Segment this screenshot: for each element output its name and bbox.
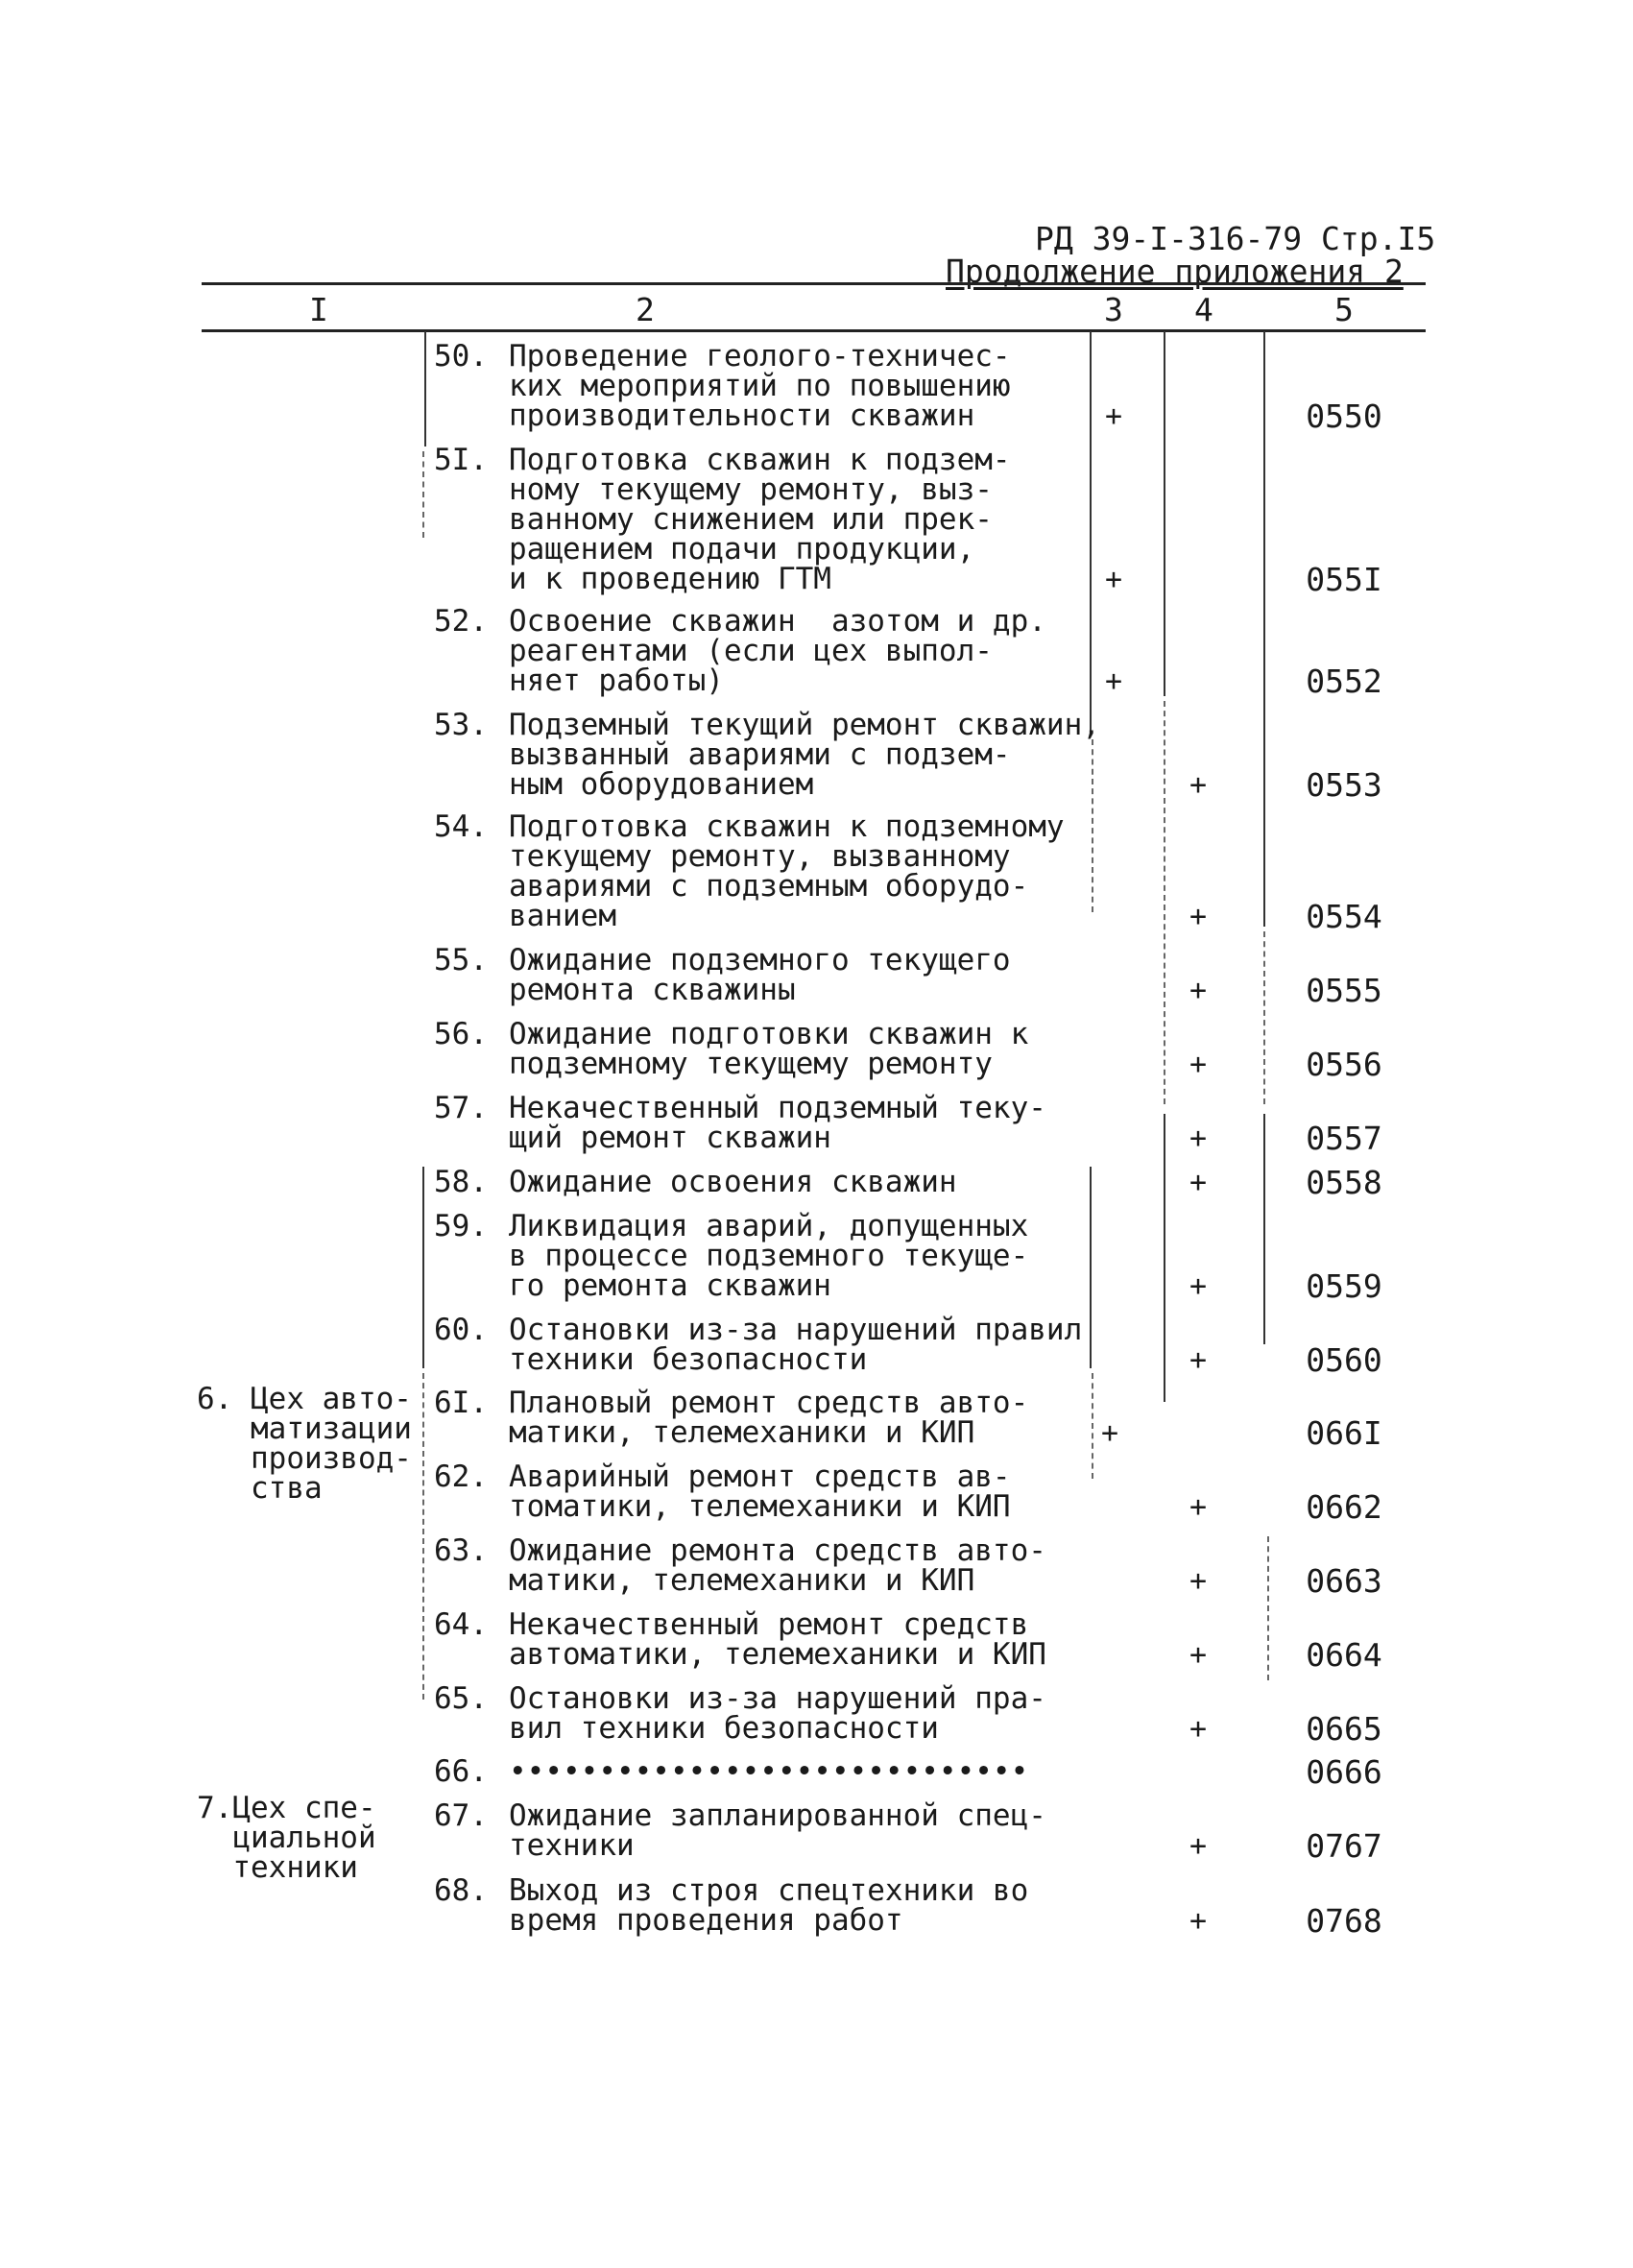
- row-description: Ожидание ремонта средств авто- матики, телемеханики и КИП: [509, 1533, 1046, 1598]
- row-description: Освоение скважин азотом и др. реагентами (если цех выпол- няет работы): [509, 604, 1046, 698]
- row-mark-col3: +: [1100, 1416, 1119, 1450]
- row-number: 53.: [434, 708, 488, 742]
- row-code: 0665: [1306, 1710, 1382, 1748]
- row-number: 57.: [434, 1091, 488, 1125]
- row-mark-col4: +: [1189, 1564, 1208, 1598]
- row-number: 58.: [434, 1165, 488, 1199]
- row-number: 63.: [434, 1533, 488, 1568]
- row-mark-col3: +: [1104, 563, 1123, 596]
- row-description: Проведение геолого-техничес- ких мероприятий по повышению производительности скважин: [509, 339, 1011, 433]
- row-code: 0664: [1306, 1636, 1382, 1674]
- row-number: 62.: [434, 1460, 488, 1494]
- row-code: 0666: [1306, 1753, 1382, 1791]
- row-mark-col4: +: [1189, 768, 1208, 802]
- row-description: Выход из строя спецтехники во время проведения работ: [509, 1873, 1029, 1938]
- column-divider: [422, 1167, 424, 1368]
- column-divider: [422, 451, 424, 538]
- department-special-equipment: 7.Цех спе- циальной техники: [197, 1791, 376, 1885]
- column-divider: [1263, 931, 1265, 1104]
- row-number: 66.: [434, 1754, 488, 1789]
- row-description: Ожидание подготовки скважин к подземному текущему ремонту: [509, 1017, 1029, 1081]
- row-number: 67.: [434, 1798, 488, 1833]
- table-top-rule: [202, 282, 1426, 285]
- row-code: 0768: [1306, 1902, 1382, 1940]
- row-mark-col4: +: [1189, 1638, 1208, 1672]
- row-number: 52.: [434, 604, 488, 639]
- row-code: 0552: [1306, 663, 1382, 700]
- row-mark-col3: +: [1104, 399, 1123, 433]
- row-description: Аварийный ремонт средств ав- томатики, телемеханики и КИП: [509, 1460, 1011, 1524]
- department-automation: 6. Цех авто- матизации производ- ства: [197, 1382, 412, 1506]
- column-header-3: 3: [1104, 291, 1123, 328]
- column-divider: [1263, 331, 1265, 927]
- row-code: 0556: [1306, 1046, 1382, 1083]
- row-code: 0559: [1306, 1267, 1382, 1305]
- row-mark-col4: +: [1189, 1269, 1208, 1303]
- row-mark-col4: +: [1189, 1490, 1208, 1524]
- row-description: Ожидание запланированной спец- техники: [509, 1798, 1046, 1863]
- row-mark-col4: +: [1189, 1343, 1208, 1377]
- row-number: 60.: [434, 1313, 488, 1347]
- row-number: 6I.: [434, 1386, 488, 1420]
- row-description: Ликвидация аварий, допущенных в процессе подземного текуще- го ремонта скважин: [509, 1209, 1029, 1303]
- row-code: 0557: [1306, 1120, 1382, 1157]
- row-description: Ожидание освоения скважин: [509, 1165, 957, 1199]
- column-header-4: 4: [1194, 291, 1213, 328]
- column-divider: [1164, 331, 1165, 696]
- row-number: 55.: [434, 943, 488, 977]
- column-divider: [1164, 701, 1165, 1104]
- column-divider: [424, 331, 426, 446]
- column-header-2: 2: [636, 291, 655, 328]
- row-number: 64.: [434, 1607, 488, 1642]
- column-divider: [1263, 1114, 1265, 1344]
- row-number: 56.: [434, 1017, 488, 1051]
- row-description: Подземный текущий ремонт скважин, вызванный авариями с подзем- ным оборудованием: [509, 708, 1100, 802]
- row-number: 54.: [434, 809, 488, 844]
- row-code: 0558: [1306, 1164, 1382, 1201]
- row-code: 0554: [1306, 898, 1382, 935]
- row-mark-col4: +: [1189, 974, 1208, 1007]
- row-code: 0662: [1306, 1488, 1382, 1526]
- row-code: 055I: [1306, 561, 1382, 598]
- row-description: Подготовка скважин к подзем- ному текущему ремонту, выз- ванному снижением или прек- ращением подачи продукции, и к проведению ГТМ: [509, 443, 1011, 596]
- row-number: 5I.: [434, 443, 488, 477]
- column-header-1: I: [309, 291, 328, 328]
- row-description: Ожидание подземного текущего ремонта скважины: [509, 943, 1011, 1007]
- row-mark-col3: +: [1104, 664, 1123, 698]
- appendix-continuation: Продолжение приложения 2: [946, 253, 1404, 290]
- column-divider: [1267, 1536, 1269, 1680]
- row-code: 0550: [1306, 398, 1382, 435]
- row-code: 0663: [1306, 1562, 1382, 1600]
- column-header-5: 5: [1334, 291, 1354, 328]
- row-description: Подготовка скважин к подземному текущему ремонту, вызванному авариями с подземным оборудо- ванием: [509, 809, 1065, 933]
- row-code: 0767: [1306, 1827, 1382, 1865]
- row-mark-col4: +: [1189, 900, 1208, 933]
- row-mark-col4: +: [1189, 1904, 1208, 1938]
- row-code: 0553: [1306, 766, 1382, 804]
- row-number: 65.: [434, 1681, 488, 1716]
- row-mark-col4: +: [1189, 1829, 1208, 1863]
- row-mark-col4: +: [1189, 1048, 1208, 1081]
- row-description: Некачественный ремонт средств автоматики, телемеханики и КИП: [509, 1607, 1046, 1672]
- row-description: Остановки из-за нарушений правил техники безопасности: [509, 1313, 1083, 1377]
- table-header-rule: [202, 329, 1426, 332]
- row-mark-col4: +: [1189, 1712, 1208, 1746]
- row-description: •••••••••••••••••••••••••••••: [509, 1754, 1029, 1789]
- column-divider: [1164, 1114, 1165, 1402]
- row-description: Остановки из-за нарушений пра- вил техники безопасности: [509, 1681, 1046, 1746]
- row-description: Плановый ремонт средств авто- матики, телемеханики и КИП: [509, 1386, 1029, 1450]
- row-code: 0560: [1306, 1341, 1382, 1379]
- row-code: 0555: [1306, 972, 1382, 1009]
- row-number: 50.: [434, 339, 488, 374]
- row-description: Некачественный подземный теку- щий ремонт скважин: [509, 1091, 1046, 1155]
- row-number: 59.: [434, 1209, 488, 1243]
- document-code: РД 39-I-316-79 Стр.I5: [1035, 220, 1436, 257]
- row-number: 68.: [434, 1873, 488, 1908]
- row-code: 066I: [1306, 1414, 1382, 1452]
- row-mark-col4: +: [1189, 1166, 1208, 1199]
- row-mark-col4: +: [1189, 1122, 1208, 1155]
